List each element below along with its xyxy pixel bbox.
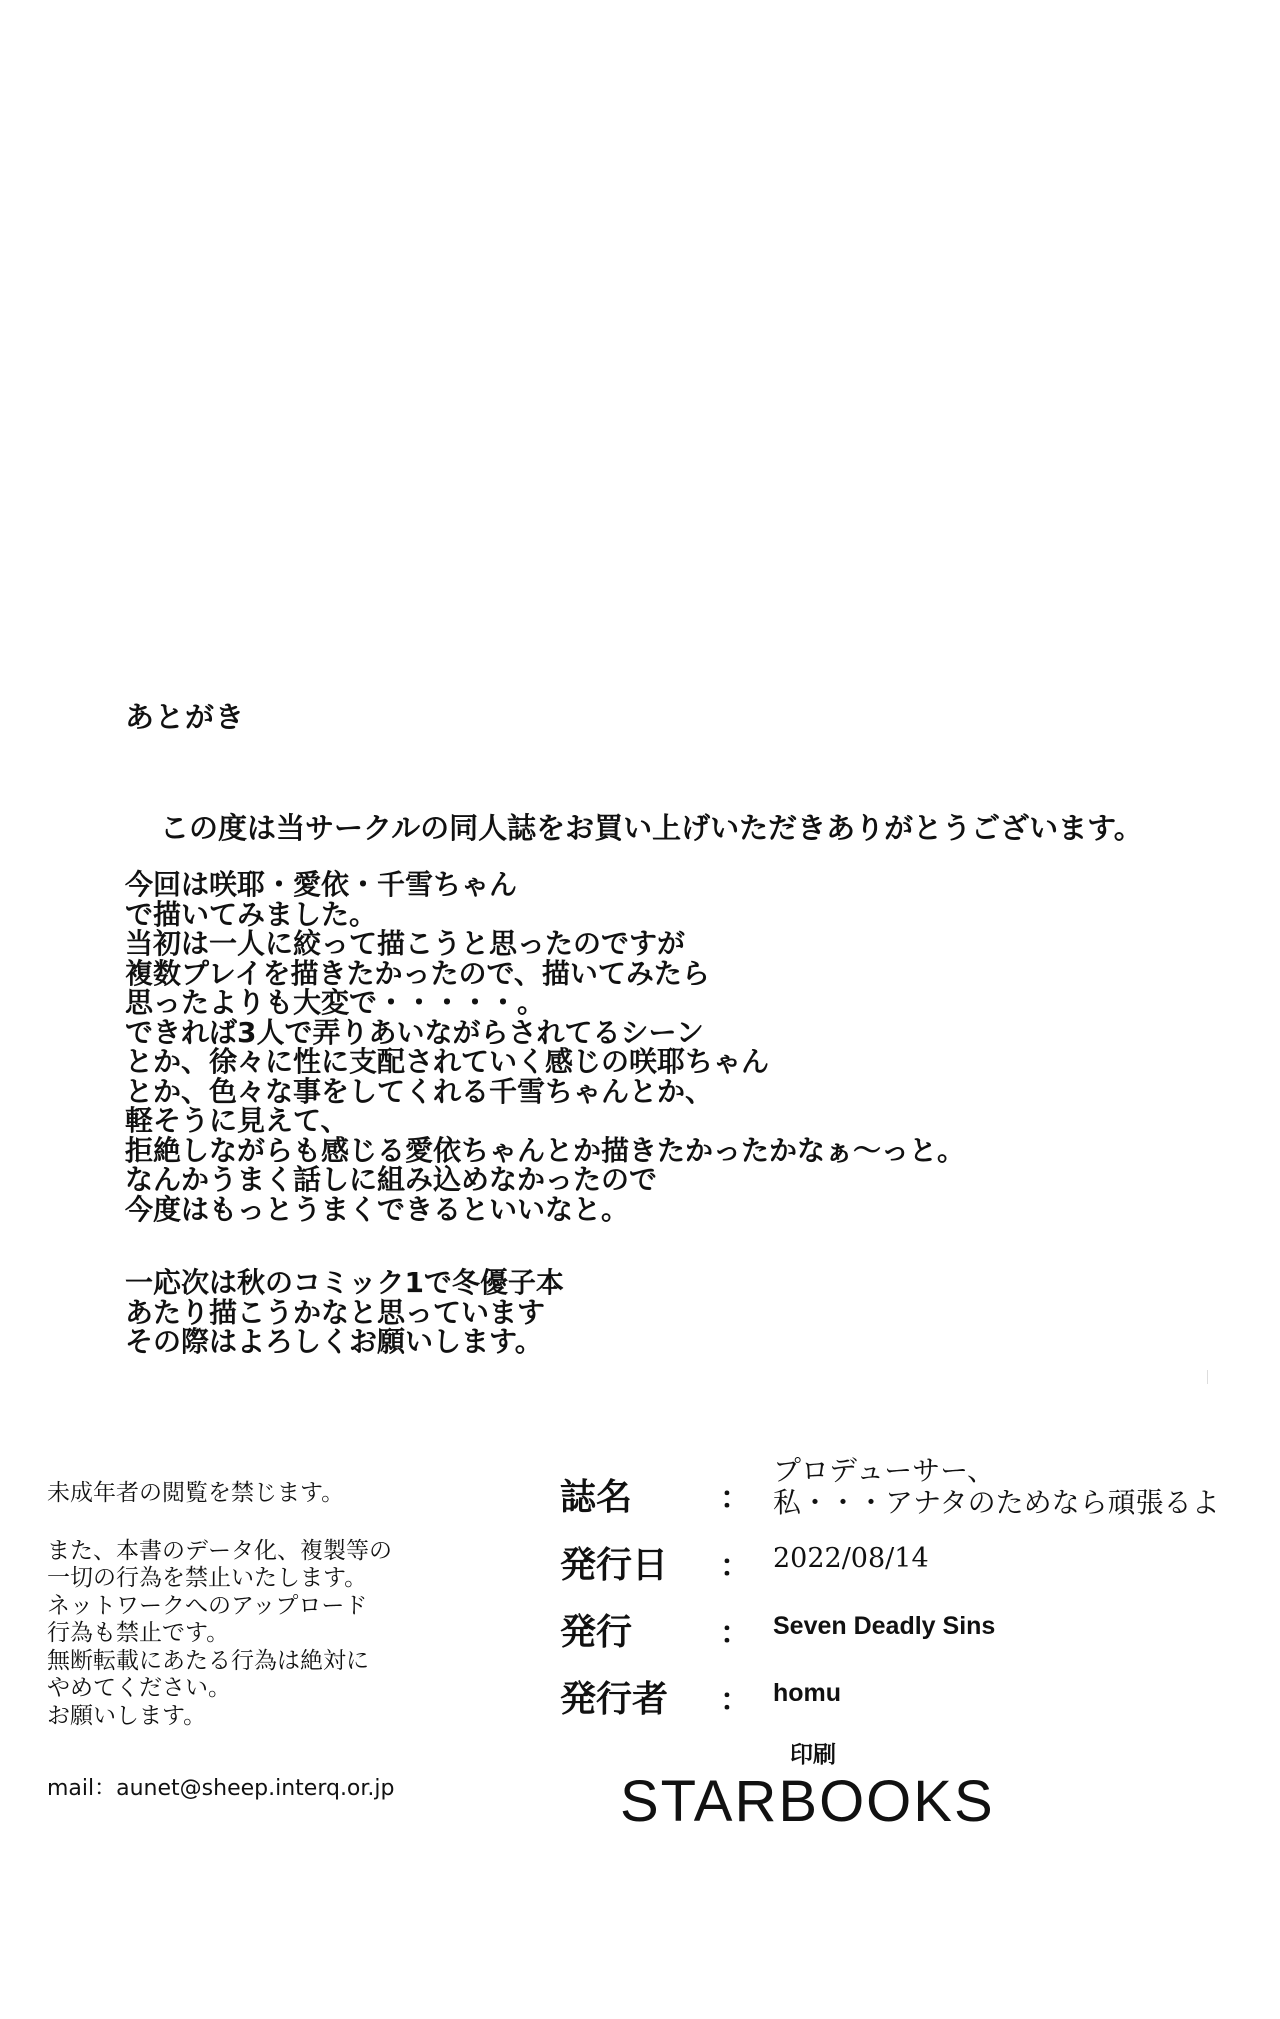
notice-line: 行為も禁止です。 xyxy=(47,1620,230,1646)
afterword-line: なんかうまく話しに組み込めなかったので xyxy=(125,1163,658,1196)
copyright-notice xyxy=(47,1480,487,1730)
title-colon: ： xyxy=(720,1481,750,1516)
date-label: 発行日 xyxy=(560,1545,669,1586)
afterword-line: その際はよろしくお願いします。 xyxy=(125,1325,543,1358)
afterword-line: 今回は咲耶・愛依・千雪ちゃん xyxy=(125,868,518,901)
afterword-line: あたり描こうかなと思っています xyxy=(125,1295,546,1329)
colophon-title-row xyxy=(560,1455,1240,1537)
publisher-name: Seven Deadly Sins xyxy=(773,1612,996,1640)
publisher-colon: ： xyxy=(720,1616,750,1651)
colophon-author-row xyxy=(560,1671,1240,1738)
author-colon: ： xyxy=(720,1683,750,1718)
age-restriction-notice: 未成年者の閲覧を禁じます。 xyxy=(47,1480,345,1506)
contact-email: mail：aunet@sheep.interq.or.jp xyxy=(47,1776,395,1801)
author-label: 発行者 xyxy=(560,1679,669,1720)
afterword-line: とか、徐々に性に支配されていく感じの咲耶ちゃん xyxy=(125,1045,770,1078)
colophon-date-row xyxy=(560,1537,1240,1604)
afterword-line: とか、色々な事をしてくれる千雪ちゃんとか、 xyxy=(125,1074,714,1108)
afterword-paragraph xyxy=(125,1268,1175,1357)
afterword-body xyxy=(125,870,1175,1401)
afterword-line: 一応次は秋のコミック1で冬優子本 xyxy=(125,1266,564,1299)
afterword-heading: あとがき xyxy=(125,700,246,734)
publisher-label: 発行 xyxy=(560,1612,633,1653)
notice-line: 一切の行為を禁止いたします。 xyxy=(47,1565,368,1591)
book-title-line: プロデューサー、 xyxy=(773,1454,996,1487)
notice-line: お願いします。 xyxy=(47,1702,207,1729)
colophon xyxy=(560,1455,1240,1738)
afterword-line: で描いてみました。 xyxy=(125,897,378,931)
notice-line: 無断転載にあたる行為は絶対に xyxy=(47,1647,369,1674)
afterword-line: 思ったよりも大変で・・・・・。 xyxy=(125,986,546,1019)
notice-line: また、本書のデータ化、複製等の xyxy=(47,1537,392,1564)
date-colon: ： xyxy=(720,1549,750,1584)
notice-line: ネットワークへのアップロード xyxy=(47,1592,368,1619)
printer-label: 印刷 xyxy=(790,1742,836,1768)
title-label: 誌名 xyxy=(560,1477,633,1518)
notice-line: やめてください。 xyxy=(47,1675,231,1701)
book-title xyxy=(773,1455,1220,1519)
afterword-line: 複数プレイを描きたかったので、描いてみたら xyxy=(125,956,710,990)
printer-name: STARBOOKS xyxy=(620,1769,995,1834)
publish-date: 2022/08/14 xyxy=(773,1543,929,1574)
afterword-intro: この度は当サークルの同人誌をお買い上げいただきありがとうございます。 xyxy=(160,811,1143,845)
scan-mark xyxy=(1207,1370,1208,1384)
author-name: homu xyxy=(773,1679,842,1707)
colophon-publisher-row xyxy=(560,1604,1240,1671)
afterword-line: 拒絶しながらも感じる愛依ちゃんとか描きたかったかなぁ～っと。 xyxy=(125,1133,966,1167)
afterword-line: 今度はもっとうまくできるといいなと。 xyxy=(125,1192,630,1226)
book-title-line: 私・・・アナタのためなら頑張るよ xyxy=(773,1486,1220,1519)
afterword-line: できれば3人で弄りあいながらされてるシーン xyxy=(125,1015,704,1049)
afterword-line: 軽そうに見えて、 xyxy=(125,1104,349,1137)
afterword-line: 当初は一人に絞って描こうと思ったのですが xyxy=(125,927,686,960)
afterword-paragraph xyxy=(125,870,1175,1224)
